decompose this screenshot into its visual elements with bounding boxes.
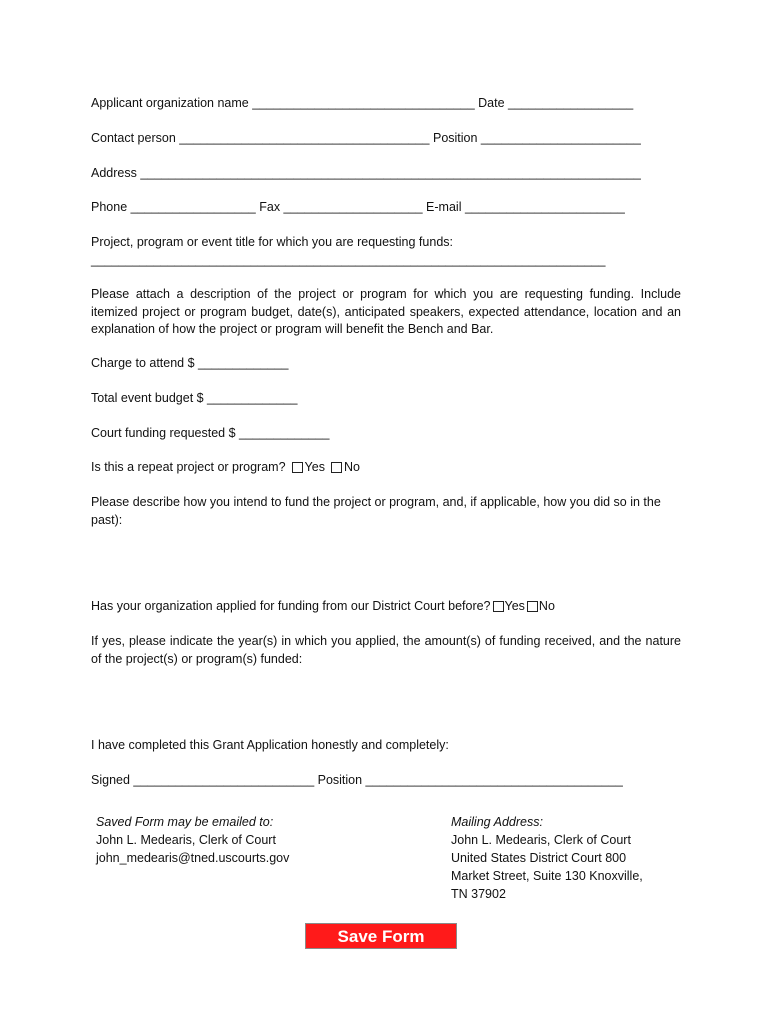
funding-plan-instructions: Please describe how you intend to fund the project or program, and, if applicable, how you did so in the past): [91, 495, 661, 527]
repeat-project-row [91, 459, 360, 475]
mailing-address-block [451, 813, 643, 903]
email-block-name: John L. Medearis, Clerk of Court [96, 833, 276, 847]
mailing-address-line-1: John L. Medearis, Clerk of Court [451, 833, 631, 847]
repeat-yes-checkbox[interactable] [292, 462, 303, 473]
repeat-no-label: No [343, 460, 360, 474]
save-form-button[interactable]: Save Form [305, 923, 457, 949]
certification-statement: I have completed this Grant Application honestly and completely: [91, 738, 449, 752]
contact-person-row[interactable]: Contact person ____________________________________ Position _______________________ [91, 131, 641, 145]
applied-yes-checkbox[interactable] [493, 601, 504, 612]
email-address[interactable]: john_medearis@tned.uscourts.gov [96, 851, 290, 865]
project-title-label: Project, program or event title for which you are requesting funds: [91, 235, 453, 249]
email-block-heading: Saved Form may be emailed to: [96, 815, 274, 829]
email-block [96, 813, 289, 867]
applied-yes-label: Yes [504, 599, 525, 613]
repeat-no-checkbox[interactable] [331, 462, 342, 473]
mailing-address-line-3: Market Street, Suite 130 Knoxville, [451, 869, 643, 883]
charge-to-attend-row[interactable]: Charge to attend $ _____________ [91, 356, 289, 370]
description-instructions: Please attach a description of the project or program for which you are requesting funding. Include itemized project or program budget, date(s), anticipated speakers, expected attendance, location and an explanation of how the project or program will benefit the Bench and Bar. [91, 287, 681, 336]
applied-question-label: Has your organization applied for funding from our District Court before? [91, 599, 491, 613]
project-title-field[interactable]: __________________________________________________________________________ [91, 253, 606, 267]
signed-position-row[interactable]: Signed __________________________ Position _____________________________________ [91, 773, 623, 787]
applicant-organization-row[interactable]: Applicant organization name ________________________________ Date __________________ [91, 96, 634, 110]
phone-fax-email-row[interactable]: Phone __________________ Fax ____________________ E-mail _______________________ [91, 200, 625, 214]
mailing-address-line-4: TN 37902 [451, 887, 506, 901]
applied-no-label: No [538, 599, 555, 613]
repeat-yes-label: Yes [304, 460, 325, 474]
mailing-address-heading: Mailing Address: [451, 815, 543, 829]
applied-no-checkbox[interactable] [527, 601, 538, 612]
total-event-budget-row[interactable]: Total event budget $ _____________ [91, 391, 298, 405]
repeat-question-label: Is this a repeat project or program? [91, 460, 286, 474]
court-funding-requested-row[interactable]: Court funding requested $ _____________ [91, 426, 330, 440]
address-row[interactable]: Address ________________________________________________________________________ [91, 166, 641, 180]
mailing-address-line-2: United States District Court 800 [451, 851, 627, 865]
prior-funding-instructions: If yes, please indicate the year(s) in which you applied, the amount(s) of funding received, and the nature of the project(s) or program(s) funded: [91, 634, 681, 666]
applied-before-row [91, 598, 555, 614]
